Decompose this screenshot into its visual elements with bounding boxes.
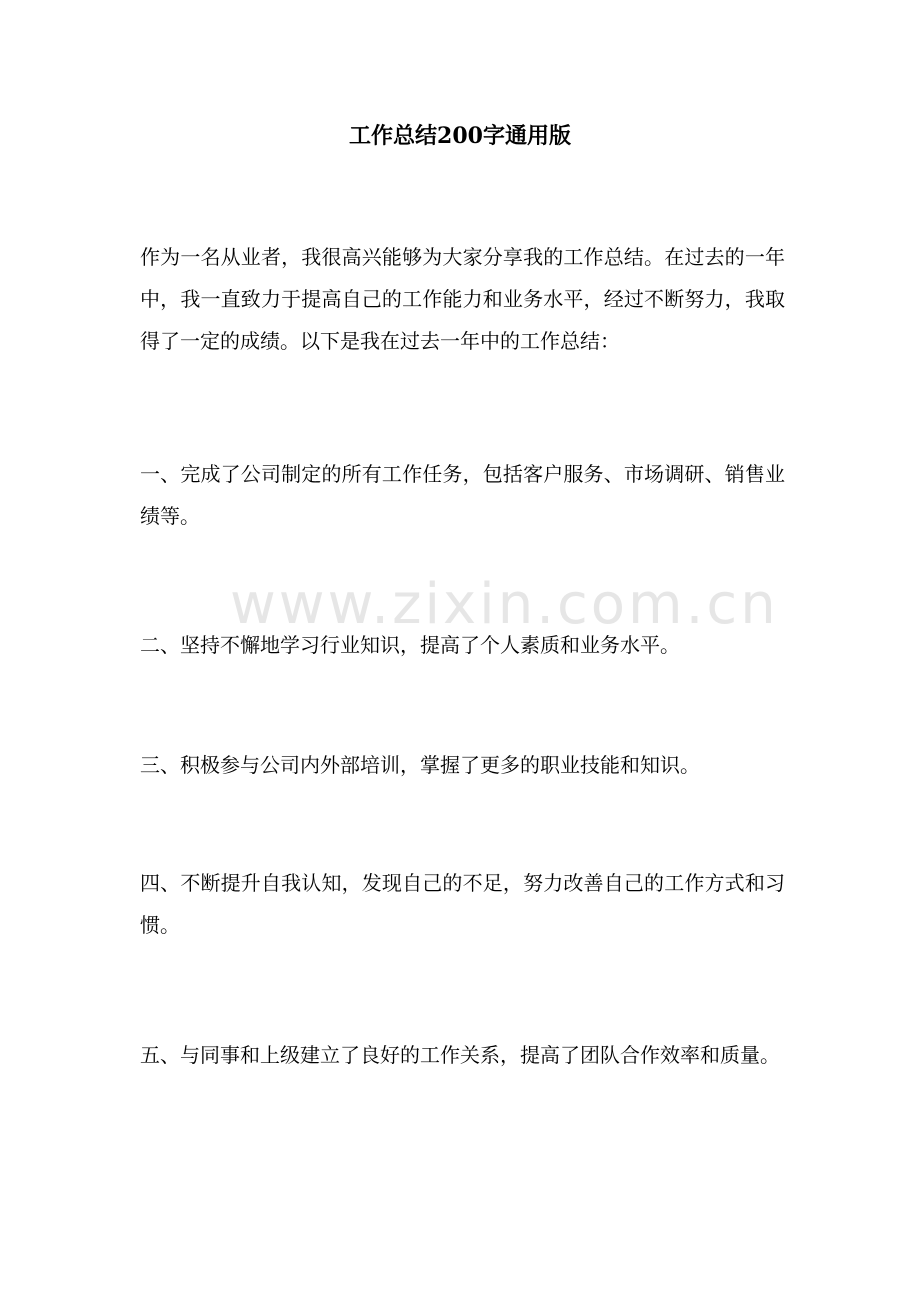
- summary-item-3: 三、积极参与公司内外部培训，掌握了更多的职业技能和知识。: [140, 753, 700, 777]
- summary-item-4: 四、不断提升自我认知，发现自己的不足，努力改善自己的工作方式和习惯。: [140, 871, 785, 937]
- summary-item-5: 五、与同事和上级建立了良好的工作关系，提高了团队合作效率和质量。: [140, 1043, 780, 1067]
- intro-paragraph: 作为一名从业者，我很高兴能够为大家分享我的工作总结。在过去的一年中，我一直致力于提高自己的工作能力和业务水平，经过不断努力，我取得了一定的成绩。以下是我在过去一年中的工作总结：: [140, 245, 785, 353]
- document-title: 工作总结200字通用版: [349, 123, 571, 149]
- watermark: www.zixin.com.cn: [230, 572, 779, 637]
- summary-item-2: 二、坚持不懈地学习行业知识，提高了个人素质和业务水平。: [140, 633, 680, 657]
- summary-item-1: 一、完成了公司制定的所有工作任务，包括客户服务、市场调研、销售业绩等。: [140, 462, 785, 528]
